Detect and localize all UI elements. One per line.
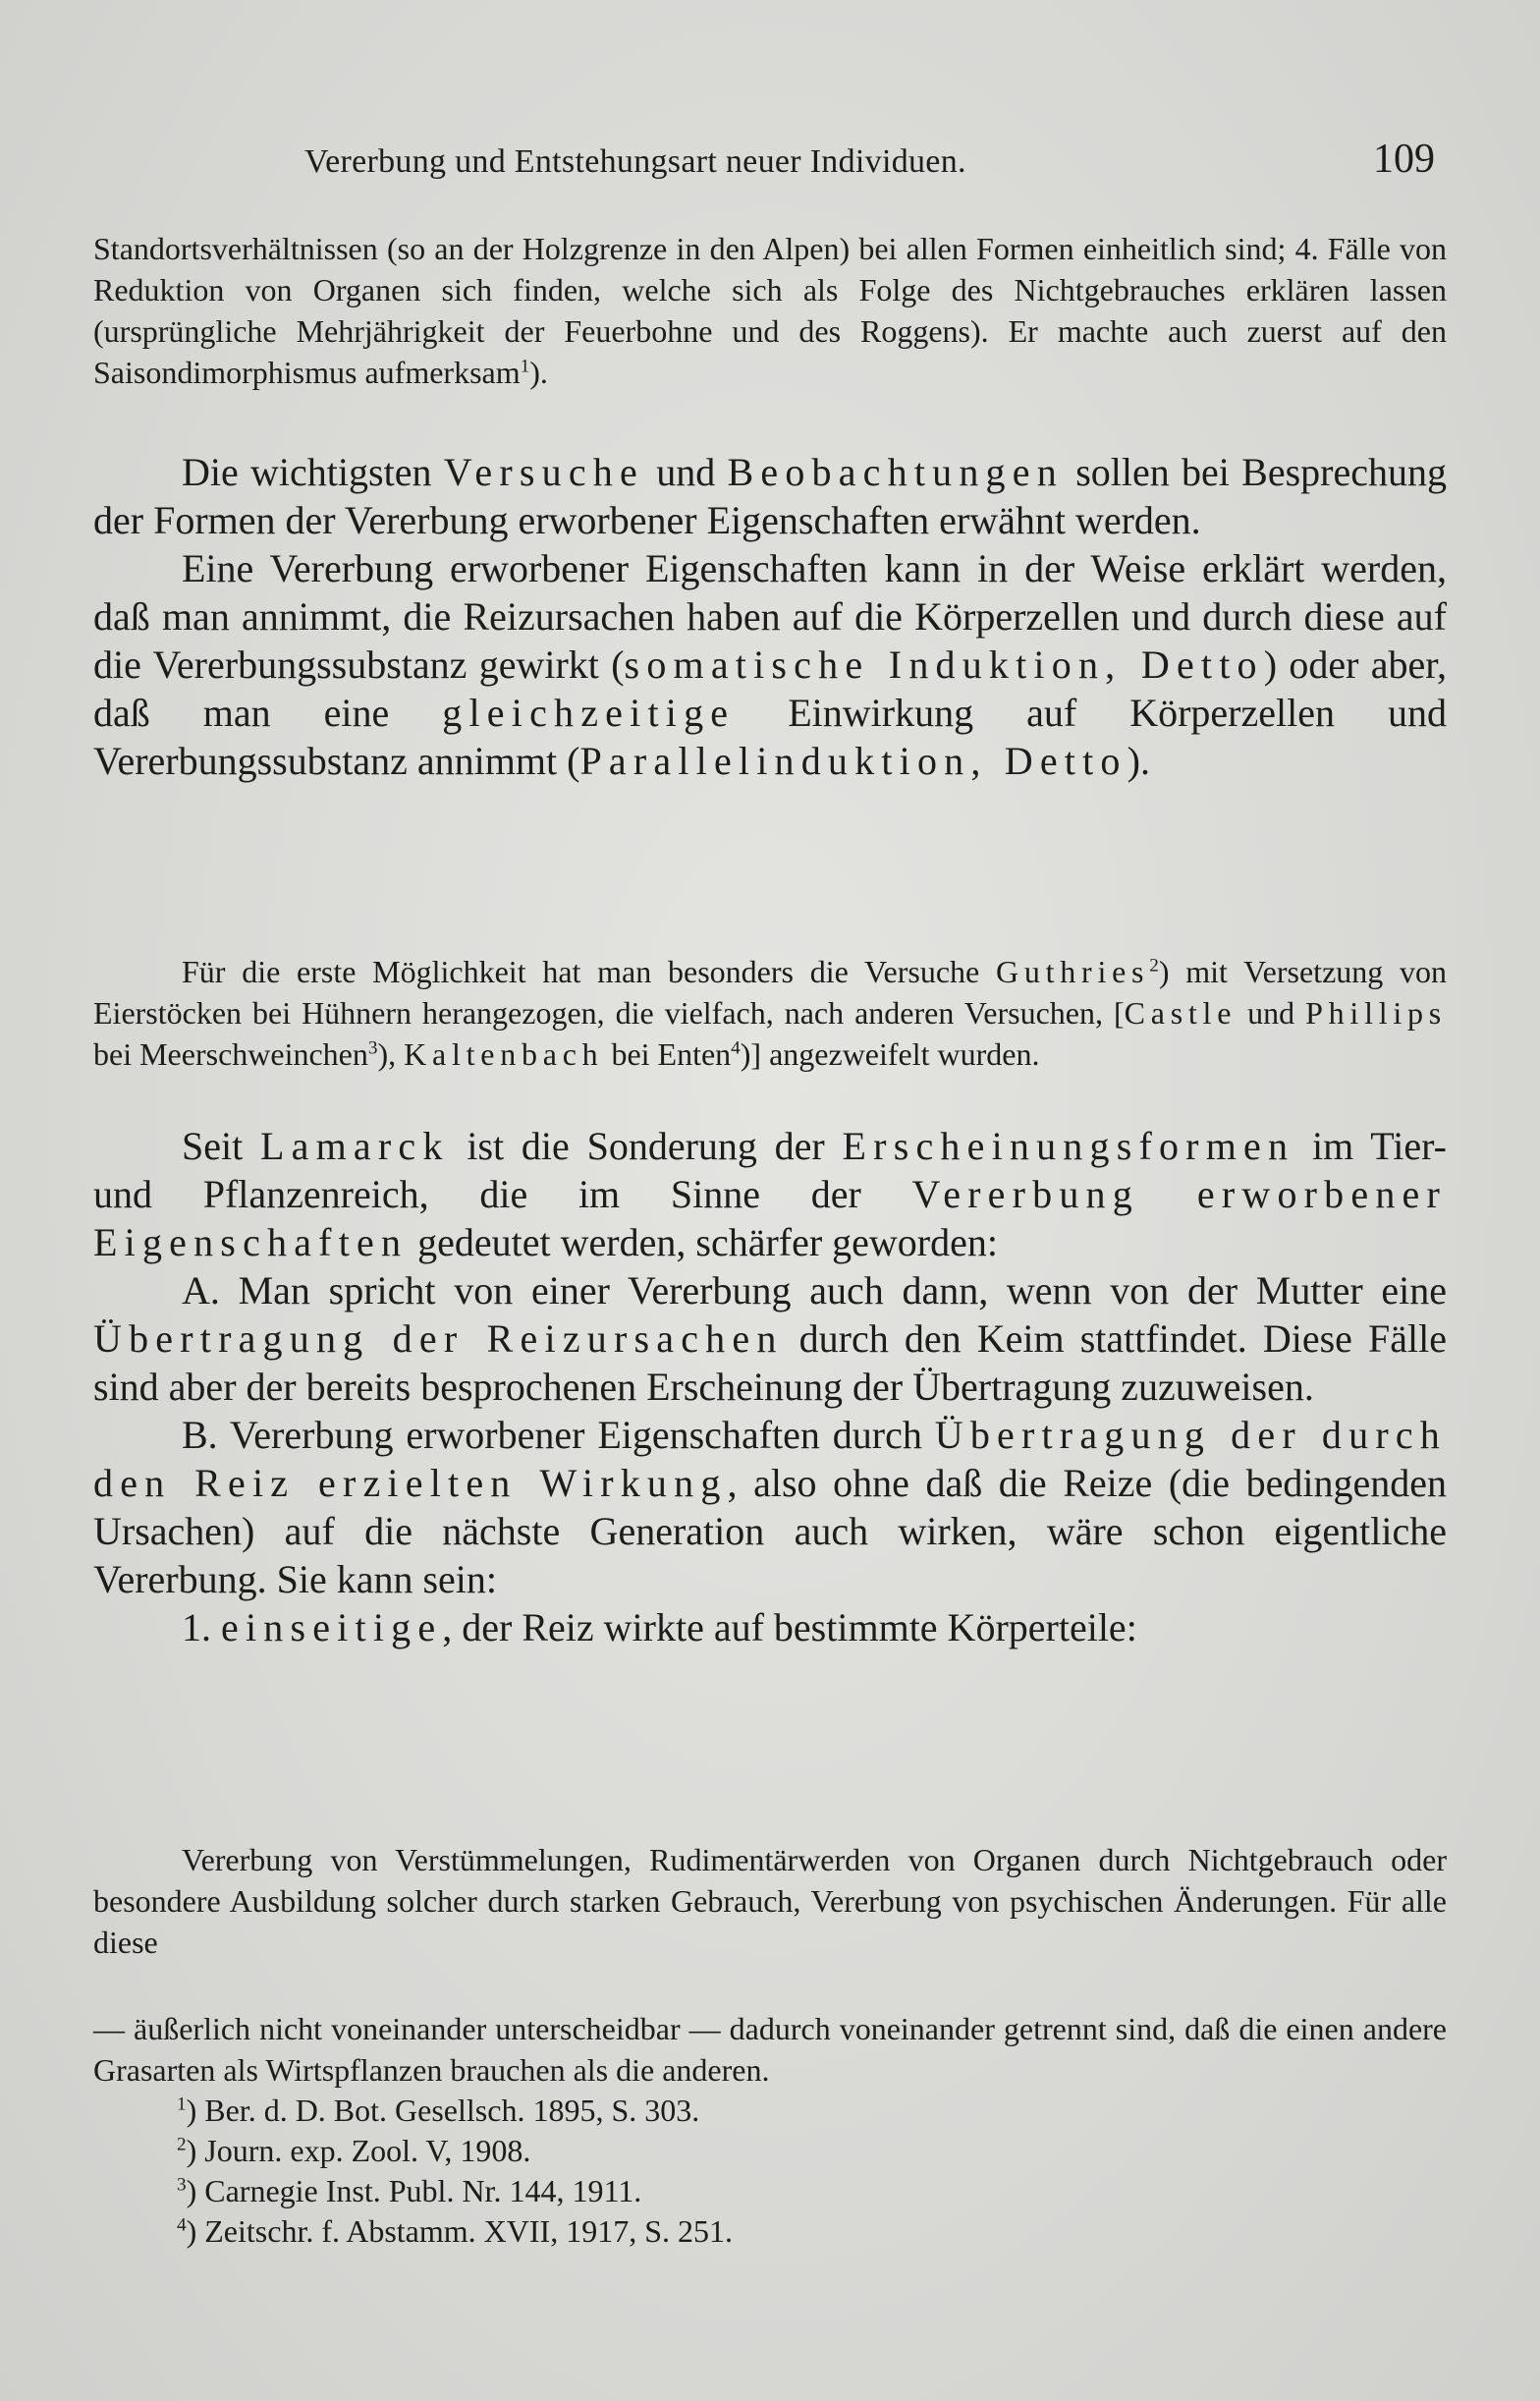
text-run: ). bbox=[1127, 739, 1150, 783]
text-run: )] angezweifelt wurden. bbox=[740, 1036, 1040, 1072]
main-text-block-1 bbox=[93, 448, 1447, 785]
footnote-mark: 2 bbox=[177, 2134, 187, 2155]
text-run: Für die erste Möglichkeit hat man besonders die Versuche bbox=[182, 954, 996, 989]
spaced-term: Parallelinduktion, Detto bbox=[579, 739, 1128, 783]
text-run: Standortsverhältnissen (so an der Holzgrenze in den Alpen) bei allen Formen einheitlich sind; 4. Fälle von Reduktion von Organen sich finden, welche sich als Folge des Nichtgebrauches erklären lassen (ursprüngliche Mehrjährigkeit der Feuerbohne und des Roggens). Er machte auch zuerst auf den Saisondimorphismus aufmerksam bbox=[93, 231, 1447, 390]
paragraph-versuche bbox=[93, 448, 1447, 544]
author-name: Lamarck bbox=[260, 1124, 450, 1168]
paragraph-guthrie bbox=[93, 951, 1447, 1075]
text-run: Die wichtigsten bbox=[182, 450, 444, 494]
text-run: A. Man spricht von einer Vererbung auch dann, wenn von der Mutter eine bbox=[182, 1268, 1447, 1312]
paragraph-text bbox=[93, 228, 1447, 393]
author-name: Kaltenbach bbox=[404, 1036, 604, 1072]
author-name: Phillips bbox=[1305, 995, 1448, 1031]
text-run: im Tier- und Pflanzenreich, die im Sinne der bbox=[93, 1124, 1447, 1216]
text-run: bei Enten bbox=[603, 1036, 732, 1072]
footnote-ref: 1 bbox=[520, 356, 530, 377]
text-run: ) mit Versetzung von Eierstöcken bei Hühnern herangezogen, die vielfach, nach anderen Versuchen, [ bbox=[93, 954, 1448, 1031]
footnotes bbox=[93, 2008, 1447, 2252]
running-head: Vererbung und Entstehungsart neuer Individuen. bbox=[304, 143, 966, 180]
text-run: durch den Keim stattfindet. Diese Fälle sind aber der bereits besprochenen Erscheinung der Übertragung zuzuweisen. bbox=[93, 1316, 1447, 1409]
text-run: Einwirkung auf Körperzellen und Vererbungssubstanz annimmt ( bbox=[93, 691, 1447, 783]
spaced-term: Erscheinungsformen bbox=[842, 1124, 1295, 1168]
page-header bbox=[93, 136, 1447, 191]
footnote-mark: 1 bbox=[177, 2094, 187, 2115]
text-run: B. Vererbung erworbener Eigenschaften durch bbox=[182, 1413, 935, 1457]
footnote-text: ) Carnegie Inst. Publ. Nr. 144, 1911. bbox=[186, 2173, 642, 2208]
spaced-term: gleichzeitige bbox=[442, 691, 736, 735]
text-run: ) oder aber, daß man eine bbox=[93, 642, 1447, 735]
footnote-2 bbox=[177, 2131, 1447, 2171]
text-run: , also ohne daß die Reize (die bedingenden Ursachen) auf die nächste Generation auch wirken, wäre schon eigentliche Vererbung. Sie kann sein: bbox=[93, 1461, 1447, 1601]
main-text-block-2 bbox=[93, 1122, 1447, 1651]
text-run: ist die Sonderung der bbox=[449, 1124, 843, 1168]
paragraph-b bbox=[93, 1411, 1447, 1603]
footnote-text: ) Zeitschr. f. Abstamm. XVII, 1917, S. 251. bbox=[186, 2213, 733, 2249]
paragraph-induktion bbox=[93, 544, 1447, 785]
spaced-term: Vererbung erworbener Eigenschaften bbox=[93, 1172, 1447, 1264]
text-run: und bbox=[1237, 995, 1306, 1031]
paragraph-einseitige bbox=[93, 1603, 1447, 1651]
footnote-3 bbox=[177, 2171, 1447, 2211]
page-number: 109 bbox=[1373, 137, 1435, 182]
text-run: bei Meerschweinchen bbox=[93, 1036, 368, 1072]
text-run: ), bbox=[377, 1036, 405, 1072]
footnote-continuation: — äußerlich nicht voneinander unterscheidbar — dadurch voneinander getrennt sind, daß die einen andere Grasarten als Wirtspflanzen brauchen als die anderen. bbox=[93, 2011, 1447, 2088]
footnote-mark: 4 bbox=[177, 2214, 187, 2236]
spaced-term: somatische Induktion, Detto bbox=[624, 642, 1264, 687]
text-run: gedeutet werden, schärfer geworden: bbox=[408, 1220, 998, 1264]
text-run: Eine Vererbung erworbener Eigenschaften kann in der Weise erklärt werden, daß man annimmt, die Reizursachen haben auf die Körperzellen und durch diese auf die Vererbungssubstanz gewirkt ( bbox=[93, 546, 1447, 687]
paragraph-a bbox=[93, 1266, 1447, 1411]
spaced-term: Übertragung der durch den Reiz erzielten Wirkung bbox=[93, 1413, 1447, 1505]
footnote-mark: 3 bbox=[177, 2174, 187, 2196]
paragraph-verstuemmelungen: Vererbung von Verstümmelungen, Rudimentärwerden von Organen durch Nichtgebrauch oder besondere Ausbildung solcher durch starken Gebrauch, Vererbung von psychischen Änderungen. Für alle diese bbox=[93, 1842, 1447, 1960]
text-run: sollen bei Besprechung der Formen der Vererbung erworbener Eigenschaften erwähnt werden. bbox=[93, 450, 1448, 542]
spaced-term: einseitige bbox=[221, 1605, 443, 1649]
footnote-text: ) Journ. exp. Zool. V, 1908. bbox=[186, 2133, 531, 2168]
footnote-4 bbox=[177, 2211, 1447, 2252]
footnote-ref: 4 bbox=[731, 1037, 741, 1059]
author-name: Castle bbox=[1124, 995, 1238, 1031]
author-name: Guthries bbox=[995, 954, 1150, 989]
text-run: , der Reiz wirkte auf bestimmte Körperteile: bbox=[442, 1605, 1137, 1649]
footnote-1 bbox=[177, 2091, 1447, 2131]
footnote-ref: 3 bbox=[367, 1037, 378, 1059]
text-run: Seit bbox=[182, 1124, 261, 1168]
footnote-text: ) Ber. d. D. Bot. Gesellsch. 1895, S. 303. bbox=[186, 2093, 700, 2128]
text-run: ). bbox=[529, 355, 548, 390]
spaced-term: Übertragung der Reizursachen bbox=[93, 1316, 784, 1361]
text-run: und bbox=[643, 450, 728, 494]
text-run: 1. bbox=[182, 1605, 221, 1649]
paragraph-lamarck bbox=[93, 1122, 1447, 1266]
spaced-term: Versuche bbox=[443, 450, 644, 494]
spaced-term: Beobachtungen bbox=[727, 450, 1064, 494]
paragraph-verstuemmelungen-block bbox=[93, 1839, 1447, 1963]
footnote-ref: 2 bbox=[1149, 955, 1159, 977]
paragraph-continuation bbox=[93, 228, 1447, 393]
paragraph-guthrie-block bbox=[93, 951, 1447, 1075]
